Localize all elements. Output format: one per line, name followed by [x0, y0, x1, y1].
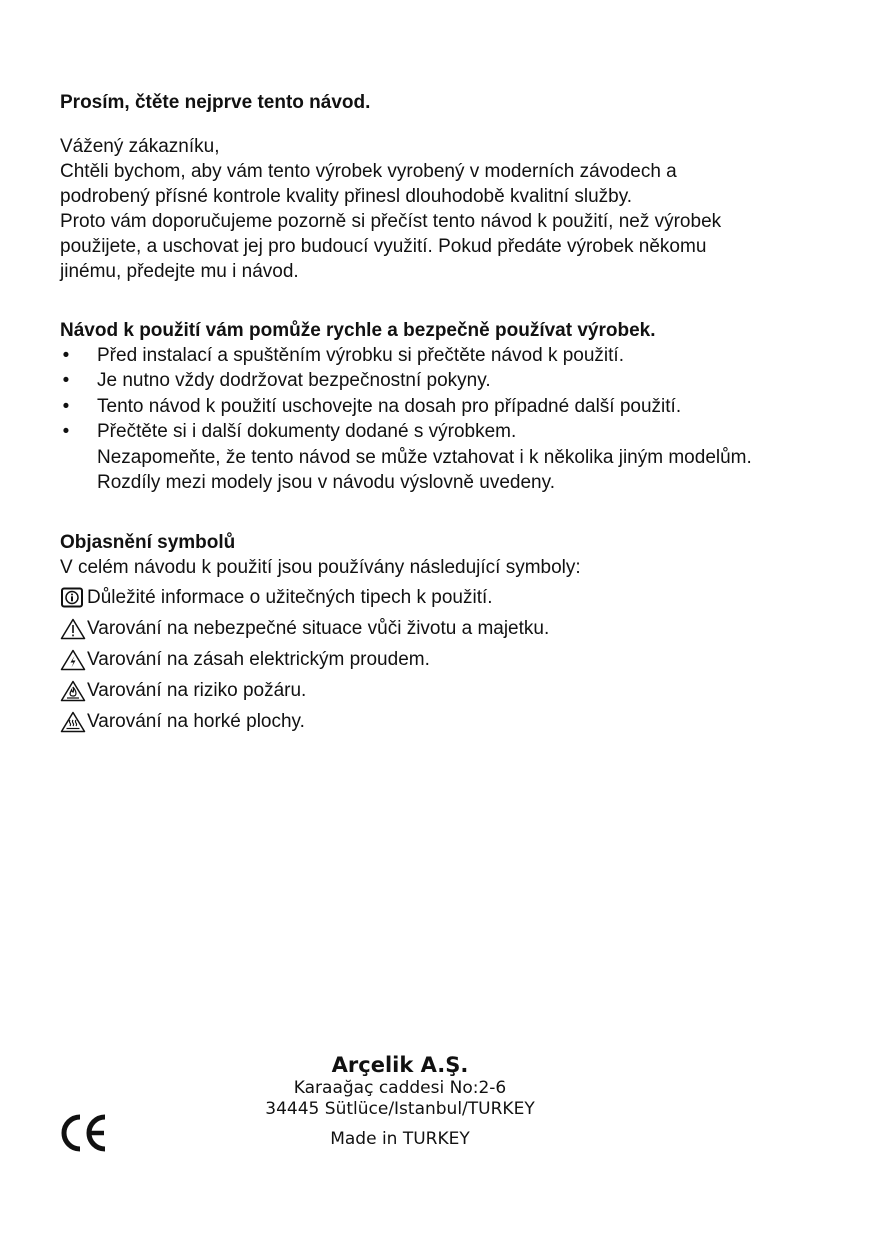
electric-shock-warning-icon — [60, 649, 86, 671]
symbol-text: Důležité informace o užitečných tipech k použití. — [87, 586, 493, 608]
symbol-text: Varování na riziko požáru. — [87, 679, 307, 701]
bullet-icon: • — [62, 421, 70, 443]
symbol-item — [60, 706, 850, 737]
bullet-text: Tento návod k použití uschovejte na dosah pro případné další použití. — [97, 395, 682, 417]
bullet-text: Před instalací a spuštěním výrobku si přečtěte návod k použití. — [97, 345, 624, 366]
intro-line: Proto vám doporučujeme pozorně si přečíst tento návod k použití, než výrobek — [60, 211, 722, 232]
bullet-text: Přečtěte si i další dokumenty dodané s výrobkem. — [97, 421, 517, 443]
intro-line: použijete, a uschovat jej pro budoucí využití. Pokud předáte výrobek někomu — [60, 236, 707, 257]
made-in-label: Made in TURKEY — [330, 1129, 470, 1149]
intro-line: Vážený zákazníku, — [60, 136, 220, 157]
symbol-item — [60, 644, 850, 675]
intro-body — [60, 134, 850, 284]
manufacturer-block — [220, 1052, 580, 1150]
guide-bullet-list — [60, 343, 850, 495]
symbol-item — [60, 613, 850, 644]
list-item-continuation — [60, 470, 850, 495]
list-item — [60, 394, 850, 419]
continuation-text: Nezapomeňte, že tento návod se může vztahovat i k několika jiným modelům. — [97, 446, 752, 468]
bullet-text: Je nutno vždy dodržovat bezpečnostní pokyny. — [97, 370, 491, 392]
fire-warning-icon — [60, 680, 86, 702]
continuation-text: Rozdíly mezi modely jsou v návodu výslovně uvedeny. — [97, 472, 555, 494]
list-item — [60, 419, 850, 444]
symbol-text: Varování na zásah elektrickým proudem. — [87, 648, 430, 670]
intro-title: Prosím, čtěte nejprve tento návod. — [60, 92, 371, 113]
symbols-title: Objasnění symbolů — [60, 532, 236, 553]
guide-title: Návod k použití vám pomůže rychle a bezpečně používat výrobek. — [60, 320, 656, 341]
bullet-icon: • — [62, 345, 70, 366]
bullet-icon: • — [62, 370, 70, 392]
guide-section — [60, 318, 850, 495]
list-item-continuation — [60, 445, 850, 470]
address-line: Karaağaç caddesi No:2-6 — [293, 1078, 507, 1098]
intro-line: Chtěli bychom, aby vám tento výrobek vyrobený v moderních závodech a — [60, 161, 677, 182]
intro-section — [60, 90, 850, 115]
list-item — [60, 368, 850, 393]
list-item — [60, 343, 850, 368]
ce-mark-icon — [58, 1113, 110, 1158]
address-line: 34445 Sütlüce/Istanbul/TURKEY — [265, 1099, 535, 1119]
intro-line: podrobený přísné kontrole kvality přinesl dlouhodobě kvalitní služby. — [60, 186, 633, 207]
company-name: Arçelik A.Ş. — [331, 1053, 469, 1077]
symbol-text: Varování na horké plochy. — [87, 710, 305, 732]
info-icon — [60, 587, 86, 609]
symbol-item — [60, 582, 850, 613]
symbol-text: Varování na nebezpečné situace vůči životu a majetku. — [87, 617, 550, 639]
symbols-list — [60, 582, 850, 737]
symbols-section — [60, 530, 850, 737]
symbols-intro: V celém návodu k použití jsou používány následující symboly: — [60, 557, 581, 578]
bullet-icon: • — [62, 395, 70, 417]
intro-line: jinému, předejte mu i návod. — [60, 261, 299, 282]
symbol-item — [60, 675, 850, 706]
warning-triangle-icon — [60, 618, 86, 640]
hot-surface-warning-icon — [60, 711, 86, 733]
